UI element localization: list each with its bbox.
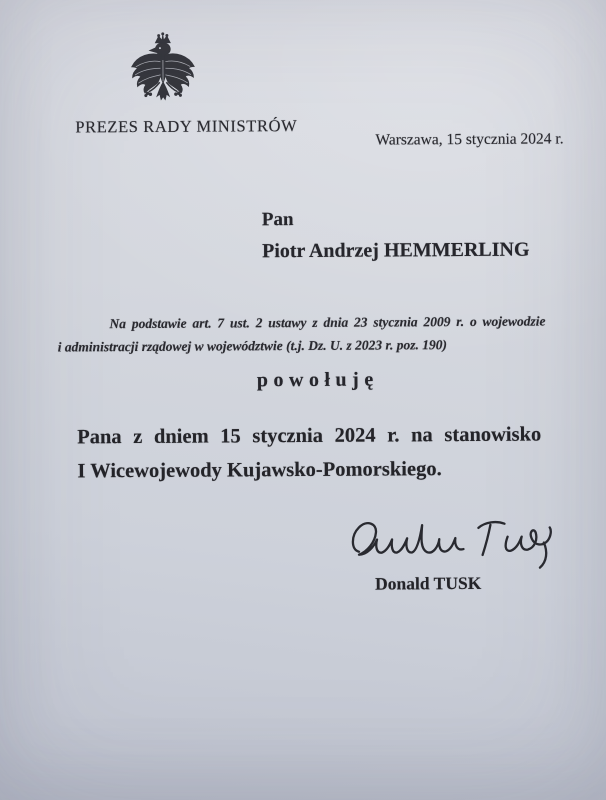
- addressee-name: Piotr Andrzej HEMMERLING: [262, 238, 530, 263]
- legal-basis-line1: Na podstawie art. 7 ust. 2 ustawy z dnia 23 stycznia 2009 r. o wojewodzie: [109, 313, 546, 332]
- org-title: PREZES RADY MINISTRÓW: [75, 116, 298, 137]
- legal-basis: [57, 310, 545, 359]
- handwritten-signature: [347, 513, 563, 574]
- polish-eagle-icon: [126, 32, 201, 118]
- dateline: Warszawa, 15 stycznia 2024 r.: [375, 130, 564, 149]
- appointment-body-line1: Pana z dniem 15 stycznia 2024 r. na stanowisko: [77, 423, 542, 449]
- performative-word: powołuję: [256, 368, 379, 392]
- addressee-salutation: Pan: [261, 209, 294, 231]
- signatory-name: Donald TUSK: [375, 572, 482, 594]
- appointment-body-line2: I Wicewojewody Kujawsko-Pomorskiego.: [77, 458, 442, 483]
- legal-basis-line2: i administracji rządowej w województwie (t.j. Dz. U. z 2023 r. poz. 190): [57, 337, 448, 355]
- appointment-body: [77, 418, 541, 489]
